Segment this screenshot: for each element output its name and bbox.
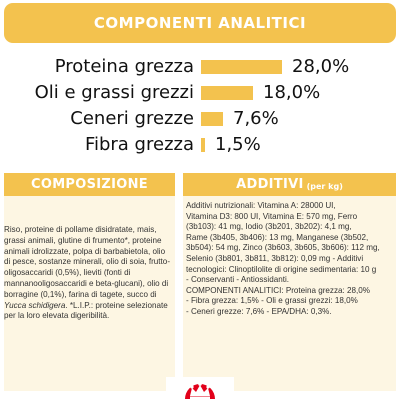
- composition-title: COMPOSIZIONE: [31, 177, 148, 192]
- analytic-value: 1,5%: [215, 134, 261, 155]
- additives-line: - Ceneri grezze: 7,6% - EPA/DHA: 0,3%.: [186, 306, 332, 316]
- analytic-label: Fibra grezza: [84, 134, 194, 155]
- analytic-bar: [201, 86, 253, 100]
- additives-line: tecnologici: Clinoptilolite di origine sedimentaria: 10 g: [186, 264, 377, 274]
- additives-line: - Conservanti - Antiossidanti.: [186, 275, 290, 285]
- composition-panel: [4, 173, 175, 391]
- analytic-label: Proteina grezza: [54, 56, 194, 77]
- composition-text: [4, 225, 170, 322]
- additives-panel: [183, 173, 396, 391]
- analytic-row: [0, 81, 400, 105]
- analytic-value: 18,0%: [263, 82, 321, 103]
- analytic-bar: [201, 112, 223, 126]
- composition-text-end: . *L.I.P.: proteine selezionate per la loro elevata digeribilità.: [4, 300, 168, 321]
- analytic-row: [0, 55, 400, 79]
- composition-header: [4, 173, 175, 196]
- additives-line: Rame (3b405, 3b406): 13 mg, Manganese (3b502,: [186, 232, 369, 242]
- analytic-value: 28,0%: [292, 56, 350, 77]
- analytic-title: COMPONENTI ANALITICI: [93, 14, 307, 32]
- analytic-row: [0, 107, 400, 131]
- additives-unit: (per kg): [306, 181, 343, 191]
- additives-line: Vitamina D3: 800 UI, Vitamina E: 570 mg, Ferro: [186, 211, 358, 221]
- additives-title: ADDITIVI: [236, 177, 304, 192]
- additives-text: [186, 201, 394, 318]
- analytic-label: Ceneri grezze: [70, 108, 194, 129]
- royal-canin-logo: [166, 377, 234, 399]
- analytic-bar-track: [201, 60, 282, 74]
- additives-line: Additivi nutrizionali: Vitamina A: 28000 UI,: [186, 201, 336, 210]
- analytic-label: Oli e grassi grezzi: [34, 82, 194, 103]
- composition-text-italic: Yucca schidigera: [4, 300, 66, 310]
- royal-canin-crown-logo-icon: [166, 377, 234, 399]
- analytic-row: [0, 133, 400, 157]
- composition-text-start: Riso, proteine di pollame disidratate, mais, grassi animali, glutine di frumento*, proteine animali idrolizzate, polpa di barbabietola, olio di pesce, sostanze minerali, olio di soia, fruttooligosaccaridi (0,5%), lieviti (fonti di mannanooligosaccaridi e beta-glucani), olio di borragine (0,1%), farina di tagete, succo di: [4, 225, 171, 299]
- analytic-banner: [4, 3, 396, 43]
- analytic-value: 7,6%: [233, 108, 279, 129]
- additives-header: [183, 173, 396, 196]
- additives-line: 3b504): 54 mg, Zinco (3b603, 3b605, 3b606): 112 mg,: [186, 243, 380, 253]
- additives-line: Selenio (3b801, 3b811, 3b812): 0,09 mg - Additivi: [186, 253, 364, 263]
- analytic-bar: [201, 138, 205, 152]
- additives-line: - Fibra grezza: 1,5% - Oli e grassi grezzi: 18,0%: [186, 296, 358, 306]
- additives-line: COMPONENTI ANALITICI: Proteina grezza: 28,0%: [186, 285, 370, 295]
- additives-line: (3b103): 41 mg, Iodio (3b201, 3b202): 4,1 mg,: [186, 222, 352, 232]
- analytic-bar: [201, 60, 282, 74]
